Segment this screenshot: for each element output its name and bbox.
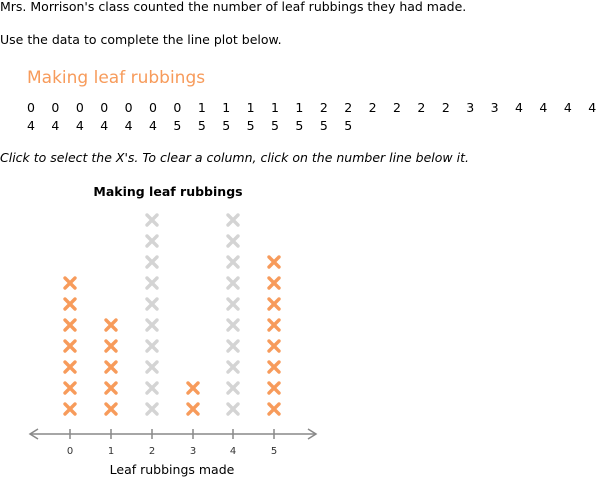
- x-mark[interactable]: [106, 320, 116, 330]
- data-value: 2: [441, 100, 450, 115]
- instructions: Click to select the X's. To clear a column, click on the number line below it.: [0, 150, 469, 165]
- data-value: 4: [124, 118, 133, 133]
- x-mark[interactable]: [228, 299, 238, 309]
- x-mark[interactable]: [188, 383, 198, 393]
- x-mark[interactable]: [269, 362, 279, 372]
- tick-label[interactable]: 0: [66, 446, 74, 457]
- x-mark[interactable]: [106, 383, 116, 393]
- data-value: 5: [344, 118, 353, 133]
- x-mark[interactable]: [65, 383, 75, 393]
- x-mark[interactable]: [147, 215, 157, 225]
- x-mark[interactable]: [269, 299, 279, 309]
- data-value: 3: [466, 100, 475, 115]
- x-mark[interactable]: [65, 341, 75, 351]
- x-mark[interactable]: [188, 404, 198, 414]
- x-mark[interactable]: [269, 320, 279, 330]
- x-mark[interactable]: [65, 362, 75, 372]
- data-value: 4: [100, 118, 109, 133]
- x-mark[interactable]: [147, 257, 157, 267]
- data-value: 1: [197, 100, 206, 115]
- tick-label[interactable]: 3: [189, 446, 197, 457]
- data-value: 2: [417, 100, 426, 115]
- x-mark[interactable]: [65, 320, 75, 330]
- x-mark[interactable]: [269, 341, 279, 351]
- intro-line-2: Use the data to complete the line plot below.: [0, 32, 282, 47]
- x-mark[interactable]: [147, 278, 157, 288]
- data-value: 3: [490, 100, 499, 115]
- x-mark[interactable]: [106, 341, 116, 351]
- x-mark[interactable]: [106, 404, 116, 414]
- data-value: 5: [197, 118, 206, 133]
- tick-label[interactable]: 1: [107, 446, 115, 457]
- data-value: 4: [27, 118, 35, 133]
- x-mark[interactable]: [228, 236, 238, 246]
- x-mark[interactable]: [269, 404, 279, 414]
- data-value: 0: [75, 100, 84, 115]
- data-value: 5: [173, 118, 182, 133]
- data-value: 0: [124, 100, 133, 115]
- data-value: 4: [515, 100, 523, 115]
- x-mark[interactable]: [228, 383, 238, 393]
- x-axis-label: Leaf rubbings made: [109, 462, 235, 477]
- data-value: 2: [344, 100, 353, 115]
- data-title: Making leaf rubbings: [27, 68, 206, 88]
- x-mark[interactable]: [147, 320, 157, 330]
- data-value: 4: [563, 100, 572, 115]
- x-mark[interactable]: [147, 299, 157, 309]
- data-value: 4: [539, 100, 548, 115]
- x-mark[interactable]: [228, 278, 238, 288]
- data-value: 2: [393, 100, 401, 115]
- data-value: 1: [222, 100, 231, 115]
- x-mark[interactable]: [65, 278, 75, 288]
- x-mark[interactable]: [147, 236, 157, 246]
- x-mark[interactable]: [147, 341, 157, 351]
- data-value: 0: [149, 100, 157, 115]
- x-mark[interactable]: [65, 299, 75, 309]
- data-value: 1: [271, 100, 279, 115]
- x-mark[interactable]: [228, 215, 238, 225]
- x-mark[interactable]: [269, 278, 279, 288]
- data-value: 5: [319, 118, 328, 133]
- tick-label[interactable]: 4: [229, 446, 237, 457]
- data-value: 5: [246, 118, 255, 133]
- data-value: 2: [368, 100, 377, 115]
- x-mark[interactable]: [228, 362, 238, 372]
- x-mark[interactable]: [228, 257, 238, 267]
- x-mark[interactable]: [65, 404, 75, 414]
- data-value: 0: [100, 100, 109, 115]
- x-mark[interactable]: [228, 320, 238, 330]
- x-mark[interactable]: [269, 383, 279, 393]
- data-value: 1: [295, 100, 304, 115]
- data-value: 4: [75, 118, 84, 133]
- data-value: 5: [222, 118, 231, 133]
- tick-label[interactable]: 2: [148, 446, 156, 457]
- data-value: 5: [295, 118, 304, 133]
- data-value: 4: [51, 118, 60, 133]
- data-value: 2: [319, 100, 328, 115]
- intro-line-1: Mrs. Morrison's class counted the number of leaf rubbings they had made.: [0, 0, 467, 14]
- chart-title: Making leaf rubbings: [93, 184, 243, 199]
- data-value: 0: [27, 100, 35, 115]
- data-value: 5: [271, 118, 279, 133]
- x-mark[interactable]: [147, 404, 157, 414]
- x-mark[interactable]: [228, 341, 238, 351]
- data-value: 4: [149, 118, 157, 133]
- x-mark[interactable]: [228, 404, 238, 414]
- tick-label[interactable]: 5: [270, 446, 278, 457]
- data-value: 1: [246, 100, 255, 115]
- x-mark[interactable]: [269, 257, 279, 267]
- x-mark[interactable]: [147, 362, 157, 372]
- data-value: 4: [588, 100, 597, 115]
- data-value: 0: [51, 100, 60, 115]
- data-value: 0: [173, 100, 182, 115]
- x-mark[interactable]: [106, 362, 116, 372]
- x-mark[interactable]: [147, 383, 157, 393]
